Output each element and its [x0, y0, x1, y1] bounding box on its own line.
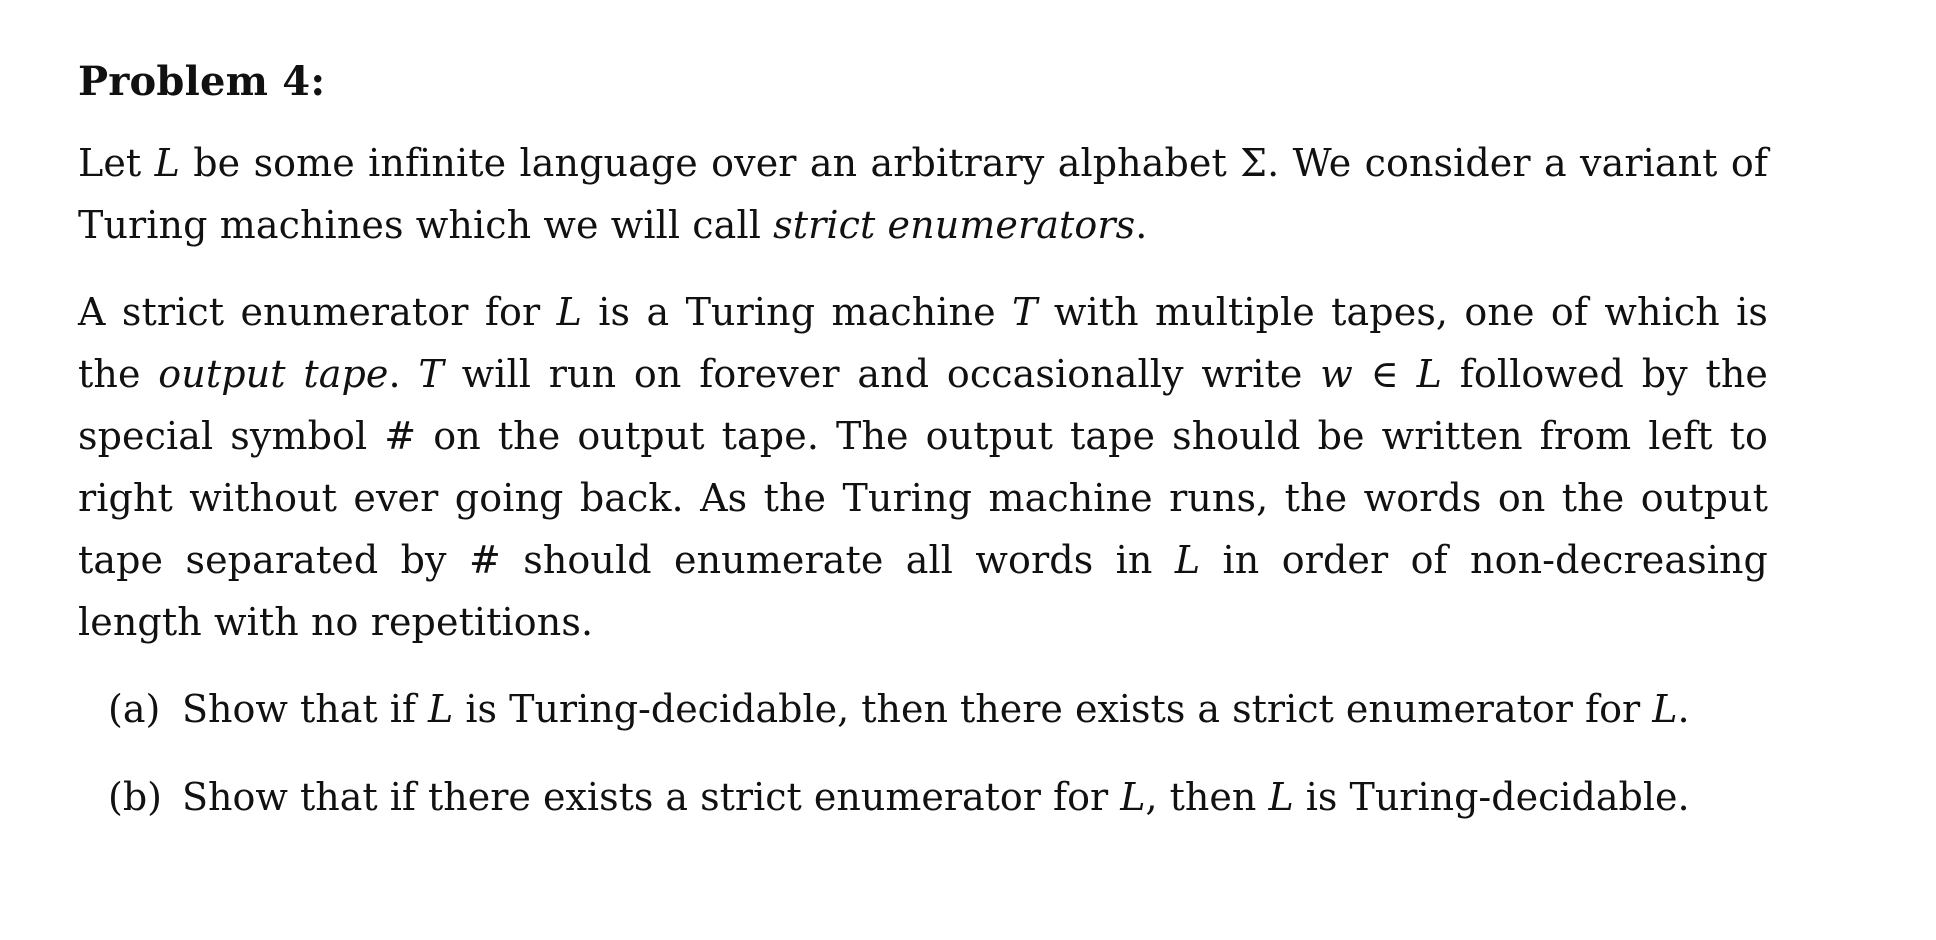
definition-paragraph — [78, 281, 1768, 653]
text: is Turing-decidable, then there exists a strict enumerator for — [453, 687, 1653, 731]
text: Show that if there exists a strict enumerator for — [182, 775, 1121, 819]
term-output-tape: output tape — [158, 352, 389, 396]
text: is Turing-decidable. — [1293, 775, 1690, 819]
text: Let — [78, 141, 155, 185]
math-T: T — [1012, 290, 1038, 334]
part-b — [78, 766, 1768, 828]
math-T: T — [418, 352, 444, 396]
text: Show that if — [182, 687, 429, 731]
math-w: w — [1320, 352, 1353, 396]
part-text — [182, 766, 1690, 828]
intro-paragraph — [78, 132, 1768, 256]
math-L: L — [154, 141, 180, 185]
text: A strict enumerator for — [78, 290, 557, 334]
term-strict-enumerators: strict enumerators — [773, 203, 1136, 247]
part-label: (a) — [108, 687, 161, 731]
text: ∈ — [1352, 352, 1417, 396]
text: . — [1677, 687, 1690, 731]
text: followed by the special symbol # on the output tape. The output tape should be written from left to right without ever going back. As the Turing machine runs, the words on the output tape separated by # should enumerate all words in — [78, 352, 1768, 582]
math-L: L — [1652, 687, 1678, 731]
math-L: L — [1120, 775, 1146, 819]
problem-parts — [78, 678, 1768, 828]
math-L: L — [556, 290, 582, 334]
part-text — [182, 678, 1690, 740]
math-L: L — [1268, 775, 1294, 819]
math-L: L — [1174, 538, 1201, 582]
text: . — [1135, 203, 1148, 247]
text: be some infinite language over an arbitrary alphabet Σ. We consider a variant of Turing machines which we will call — [78, 141, 1768, 247]
text: . — [388, 352, 419, 396]
text: in order of non-decreasing length with no repetitions. — [78, 538, 1768, 644]
text: is a Turing machine — [581, 290, 1013, 334]
math-L: L — [428, 687, 454, 731]
problem-document — [78, 58, 1768, 854]
part-a — [78, 678, 1768, 740]
math-L: L — [1416, 352, 1442, 396]
part-label: (b) — [108, 775, 162, 819]
text: with multiple tapes, one of which is the — [78, 290, 1768, 396]
text: will run on forever and occasionally write — [443, 352, 1321, 396]
problem-title: Problem 4: — [78, 58, 326, 105]
text: , then — [1145, 775, 1269, 819]
